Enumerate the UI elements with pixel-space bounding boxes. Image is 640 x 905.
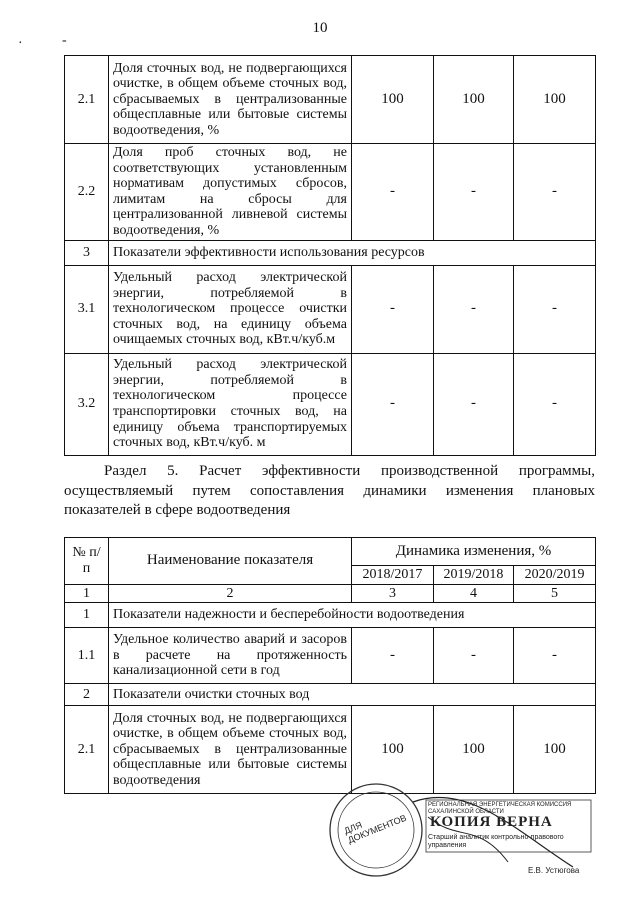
row-number: 2 <box>65 684 109 706</box>
header-indicator-name: Наименование показателя <box>109 538 352 585</box>
row-number: 3.2 <box>65 353 109 455</box>
indicator-name: Доля сточных вод, не подвергающихся очистке, в общем объеме сточных вод, сбрасываемых в централизованные общесплавные или бытовые системы водоотведения <box>109 706 352 794</box>
row-number: 3.1 <box>65 265 109 353</box>
row-number: 3 <box>65 240 109 265</box>
value-cell: 100 <box>514 706 596 794</box>
header-year: 2018/2017 <box>352 566 434 585</box>
value-cell: 100 <box>352 706 434 794</box>
value-cell: - <box>352 144 434 241</box>
value-cell: - <box>514 628 596 684</box>
dynamics-table <box>64 537 596 794</box>
column-number: 5 <box>514 584 596 603</box>
group-title: Показатели эффективности использования ресурсов <box>109 240 596 265</box>
indicator-name: Удельный расход электрической энергии, потребляемой в технологическом процессе транспортировки сточных вод, на единицу объема транспортируемых сточных вод, кВт.ч/куб. м <box>109 353 352 455</box>
table-row <box>65 353 596 455</box>
group-row <box>65 684 596 706</box>
value-cell: - <box>434 628 514 684</box>
table-row <box>65 56 596 144</box>
column-numbers-row <box>65 584 596 603</box>
header-dynamics: Динамика изменения, % <box>352 538 596 566</box>
group-title: Показатели надежности и бесперебойности водоотведения <box>109 603 596 628</box>
row-number: 2.1 <box>65 706 109 794</box>
column-number: 1 <box>65 584 109 603</box>
column-number: 4 <box>434 584 514 603</box>
page-number: 10 <box>312 20 328 36</box>
row-number: 2.2 <box>65 144 109 241</box>
stamp-title: КОПИЯ ВЕРНА <box>430 814 553 830</box>
value-cell: - <box>434 265 514 353</box>
scan-mark: · <box>18 36 23 51</box>
group-row <box>65 603 596 628</box>
indicator-name: Удельное количество аварий и засоров в расчете на протяженность канализационной сети в год <box>109 628 352 684</box>
table-row <box>65 628 596 684</box>
scan-mark: - <box>62 33 67 48</box>
row-number: 1 <box>65 603 109 628</box>
value-cell: - <box>514 265 596 353</box>
value-cell: - <box>352 628 434 684</box>
value-cell: - <box>434 144 514 241</box>
header-year: 2019/2018 <box>434 566 514 585</box>
group-title: Показатели очистки сточных вод <box>109 684 596 706</box>
table-row <box>65 144 596 241</box>
value-cell: - <box>514 353 596 455</box>
value-cell: - <box>352 265 434 353</box>
column-number: 2 <box>109 584 352 603</box>
row-number: 2.1 <box>65 56 109 144</box>
indicator-name: Удельный расход электрической энергии, потребляемой в технологическом процессе очистки сточных вод, на единицу объема очищаемых сточных вод, кВт.ч/куб.м <box>109 265 352 353</box>
header-year: 2020/2019 <box>514 566 596 585</box>
row-number: 1.1 <box>65 628 109 684</box>
indicator-name: Доля сточных вод, не подвергающихся очистке, в общем объеме сточных вод, сбрасываемых в централизованные общесплавные или бытовые системы водоотведения, % <box>109 56 352 144</box>
group-row <box>65 240 596 265</box>
value-cell: - <box>434 353 514 455</box>
column-number: 3 <box>352 584 434 603</box>
stamp-organization: РЕГИОНАЛЬНАЯ ЭНЕРГЕТИЧЕСКАЯ КОМИССИЯ САХАЛИНСКОЙ ОБЛАСТИ <box>428 802 572 815</box>
seal-text: ДЛЯ ДОКУМЕНТОВ <box>342 812 408 846</box>
value-cell: 100 <box>514 56 596 144</box>
stamp-position: Старший аналитик контрольно-правового управления <box>428 834 564 849</box>
value-cell: 100 <box>352 56 434 144</box>
header-number: № п/п <box>65 538 109 585</box>
indicator-name: Доля проб сточных вод, не соответствующих установленным нормативам допустимых сбросов, лимитам на сбросы для централизованной ливневой системы водоотведения, % <box>109 144 352 241</box>
certification-stamp <box>318 772 593 880</box>
table-row <box>65 265 596 353</box>
stamp-signatory: Е.В. Устюгова <box>528 866 580 875</box>
value-cell: 100 <box>434 706 514 794</box>
indicators-table-continued <box>64 55 596 456</box>
value-cell: 100 <box>434 56 514 144</box>
section-5-heading: Раздел 5. Расчет эффективности производственной программы, осуществляемый путем сопоставления динамики изменения плановых показателей в сфере водоотведения <box>64 463 595 518</box>
table-header-row <box>65 538 596 566</box>
value-cell: - <box>514 144 596 241</box>
value-cell: - <box>352 353 434 455</box>
